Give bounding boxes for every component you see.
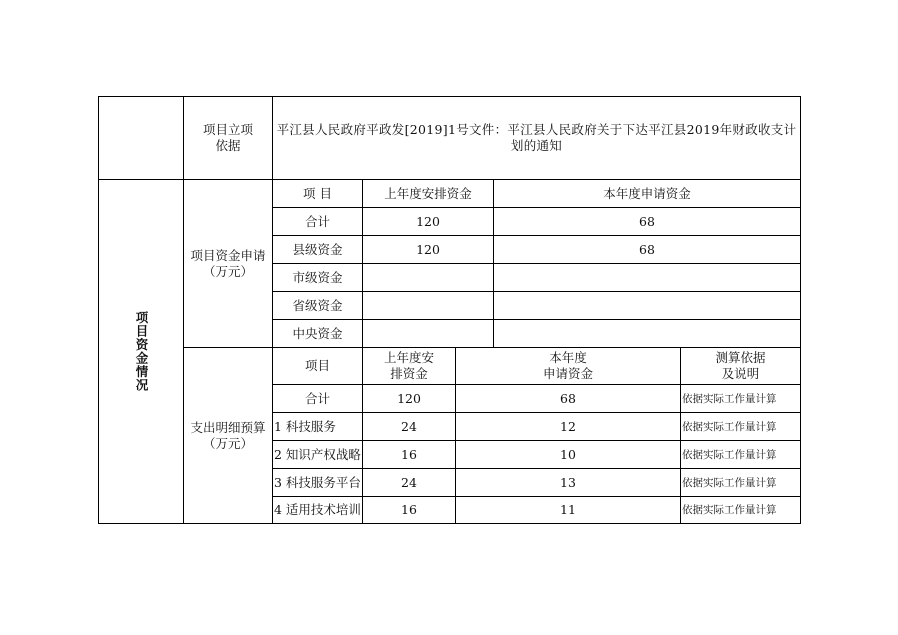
budget-row-note: 依据实际工作量计算	[682, 476, 777, 489]
budget-row-note: 依据实际工作量计算	[682, 448, 777, 461]
funding-row-item: 县级资金	[292, 241, 343, 257]
funding-header-prev: 上年度安排资金	[384, 185, 472, 201]
rule	[800, 96, 801, 524]
budget-row-curr: 10	[560, 446, 576, 462]
budget-row-note: 依据实际工作量计算	[682, 504, 777, 516]
budget-header-curr: 本年度 申请资金	[542, 350, 593, 381]
budget-row-item: 4 适用技术培训	[274, 502, 361, 517]
funding-header-curr: 本年度申请资金	[603, 185, 691, 201]
budget-row-item: 2 知识产权战略	[274, 446, 361, 462]
budget-row-prev: 24	[401, 474, 417, 490]
budget-row-curr: 13	[560, 474, 576, 490]
budget-row-curr: 68	[560, 390, 576, 406]
budget-row-note: 依据实际工作量计算	[682, 420, 777, 433]
budget-row-note: 依据实际工作量计算	[682, 392, 777, 405]
funding-row-item: 中央资金	[292, 325, 343, 341]
budget-row-curr: 11	[560, 502, 576, 517]
funding-row-prev: 120	[416, 213, 440, 229]
budget-row-prev: 16	[401, 446, 417, 462]
budget-row-prev: 16	[401, 502, 417, 517]
section-title: 项目资金情况	[134, 311, 149, 392]
budget-row-curr: 12	[560, 418, 576, 434]
budget-label: 支出明细预算 （万元）	[190, 419, 266, 451]
funding-row-item: 合计	[304, 213, 330, 229]
budget-row-item: 1 科技服务	[274, 418, 336, 434]
budget-row-prev: 24	[401, 418, 417, 434]
funding-header-item: 项 目	[303, 185, 332, 201]
rule	[98, 523, 800, 524]
funding-row-prev: 120	[416, 241, 440, 257]
funding-row-curr: 68	[639, 241, 655, 257]
basis-text: 平江县人民政府平政发[2019]1号文件：平江县人民政府关于下达平江县2019年财政收支计划的通知	[276, 122, 797, 153]
funding-row-curr: 68	[639, 213, 655, 229]
budget-row-prev: 120	[397, 390, 421, 406]
budget-header-note: 测算依据 及说明	[715, 350, 766, 381]
funding-row-curr	[494, 264, 800, 291]
funding-label: 项目资金申请 （万元）	[190, 247, 266, 279]
funding-row-prev	[363, 320, 493, 347]
funding-row-curr	[494, 320, 800, 347]
funding-row-item: 市级资金	[292, 269, 343, 285]
funding-row-prev	[363, 292, 493, 319]
funding-row-item: 省级资金	[292, 297, 343, 313]
funding-row-prev	[363, 264, 493, 291]
budget-row-item: 3 科技服务平台	[274, 474, 361, 490]
funding-row-curr	[494, 292, 800, 319]
budget-header-item: 项目	[304, 358, 330, 373]
budget-header-prev: 上年度安 排资金	[383, 350, 434, 381]
budget-row-item: 合计	[304, 390, 330, 406]
basis-label: 项目立项 依据	[202, 122, 253, 153]
